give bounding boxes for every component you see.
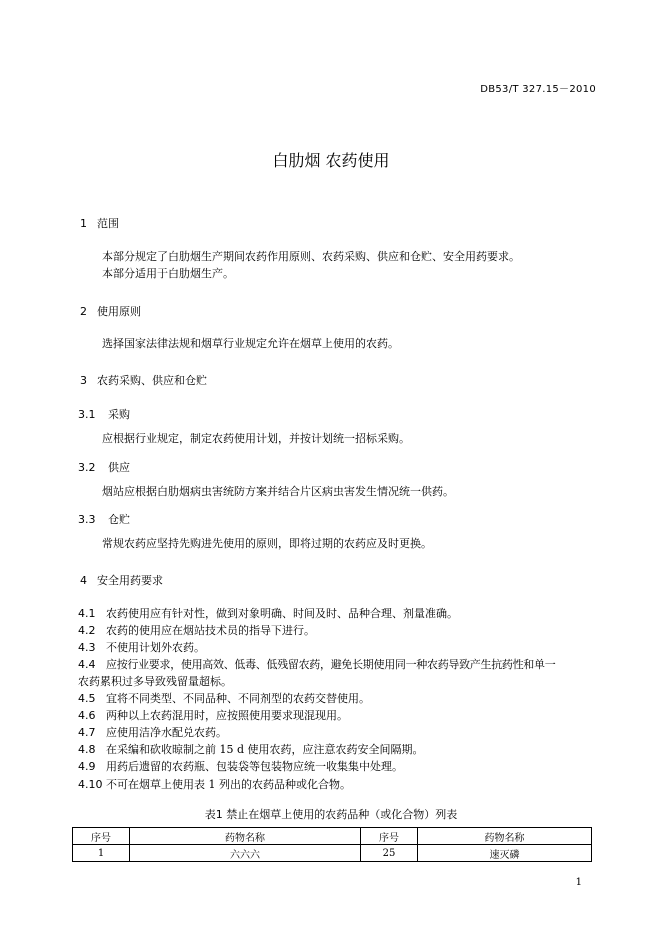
section-title: 范围 bbox=[97, 217, 119, 230]
section-number: 1 bbox=[80, 217, 87, 230]
subsection-3-1-text: 应根据行业规定，制定农药使用计划，并按计划统一招标采购。 bbox=[102, 432, 410, 445]
table-cell: 25 bbox=[361, 845, 418, 862]
header-cell: 序号 bbox=[361, 828, 418, 845]
item-number: 4.10 bbox=[78, 778, 103, 791]
section-2-para-1: 选择国家法律法规和烟草行业规定允许在烟草上使用的农药。 bbox=[102, 337, 399, 350]
item-number: 4.1 bbox=[78, 607, 96, 620]
requirement-item bbox=[78, 605, 458, 621]
section-title: 农药采购、供应和仓贮 bbox=[97, 374, 207, 387]
subsection-number: 3.2 bbox=[78, 461, 96, 474]
requirement-item bbox=[78, 707, 348, 723]
item-number: 4.3 bbox=[78, 641, 96, 654]
subsection-3-2-text: 烟站应根据白肋烟病虫害统防方案并结合片区病虫害发生情况统一供药。 bbox=[102, 485, 454, 498]
section-title: 安全用药要求 bbox=[97, 574, 163, 587]
table-row bbox=[73, 845, 592, 862]
item-text-continuation: 农药累积过多导致残留量超标。 bbox=[78, 675, 232, 688]
section-number: 2 bbox=[80, 305, 87, 318]
section-4-heading bbox=[80, 572, 163, 588]
section-3-heading bbox=[80, 372, 207, 388]
item-text: 宜将不同类型、不同品种、不同剂型的农药交替使用。 bbox=[106, 692, 370, 705]
section-number: 4 bbox=[80, 574, 87, 587]
requirement-item bbox=[78, 622, 315, 638]
section-number: 3 bbox=[80, 374, 87, 387]
section-2-heading bbox=[80, 303, 141, 319]
section-1-heading bbox=[80, 215, 119, 231]
standard-code: DB53/T 327.15－2010 bbox=[480, 84, 596, 95]
subsection-number: 3.3 bbox=[78, 513, 96, 526]
item-text: 不使用计划外农药。 bbox=[106, 641, 205, 654]
subsection-3-3-text: 常规农药应坚持先购进先使用的原则，即将过期的农药应及时更换。 bbox=[102, 537, 432, 550]
subsection-title: 采购 bbox=[108, 408, 130, 421]
subsection-title: 仓贮 bbox=[108, 513, 130, 526]
requirement-item bbox=[78, 656, 555, 672]
requirement-item bbox=[78, 639, 205, 655]
requirement-item bbox=[78, 724, 227, 740]
item-number: 4.7 bbox=[78, 726, 96, 739]
requirement-item bbox=[78, 776, 351, 792]
requirement-item bbox=[78, 741, 424, 757]
item-number: 4.5 bbox=[78, 692, 96, 705]
item-text: 两种以上农药混用时，应按照使用要求现混现用。 bbox=[106, 709, 348, 722]
header-cell: 药物名称 bbox=[130, 828, 361, 845]
section-1-para-2: 本部分适用于白肋烟生产。 bbox=[102, 267, 234, 280]
subsection-title: 供应 bbox=[108, 461, 130, 474]
table-cell: 六六六 bbox=[130, 845, 361, 862]
item-number: 4.9 bbox=[78, 760, 96, 773]
header-cell: 药物名称 bbox=[418, 828, 592, 845]
item-text: 用药后遗留的农药瓶、包装袋等包装物应统一收集集中处理。 bbox=[106, 760, 403, 773]
table-caption: 表1 禁止在烟草上使用的农药品种（或化合物）列表 bbox=[204, 808, 458, 821]
item-text: 不可在烟草上使用表 1 列出的农药品种或化合物。 bbox=[106, 778, 351, 791]
subsection-3-3-heading bbox=[78, 511, 130, 527]
item-text: 在采编和砍收晾制之前 15 d 使用农药，应注意农药安全间隔期。 bbox=[106, 743, 424, 756]
section-1-para-1: 本部分规定了白肋烟生产期间农药作用原则、农药采购、供应和仓贮、安全用药要求。 bbox=[102, 250, 520, 263]
table-header-row bbox=[73, 828, 592, 845]
subsection-3-1-heading bbox=[78, 406, 130, 422]
item-number: 4.4 bbox=[78, 658, 96, 671]
item-text: 农药使用应有针对性，做到对象明确、时间及时、品种合理、剂量准确。 bbox=[106, 607, 458, 620]
subsection-3-2-heading bbox=[78, 459, 130, 475]
item-number: 4.6 bbox=[78, 709, 96, 722]
requirement-item bbox=[78, 690, 370, 706]
section-title: 使用原则 bbox=[97, 305, 141, 318]
requirement-item bbox=[78, 758, 403, 774]
item-text: 应使用洁净水配兑农药。 bbox=[106, 726, 227, 739]
item-text: 农药的使用应在烟站技术员的指导下进行。 bbox=[106, 624, 315, 637]
item-number: 4.8 bbox=[78, 743, 96, 756]
banned-pesticides-table bbox=[72, 827, 592, 862]
header-cell: 序号 bbox=[73, 828, 130, 845]
subsection-number: 3.1 bbox=[78, 408, 96, 421]
item-number: 4.2 bbox=[78, 624, 96, 637]
item-text: 应按行业要求，使用高效、低毒、低残留农药，避免长期使用同一种农药导致产生抗药性和单一 bbox=[106, 658, 556, 671]
page-number: 1 bbox=[575, 877, 582, 888]
table-cell: 1 bbox=[73, 845, 130, 862]
document-title: 白肋烟 农药使用 bbox=[272, 151, 390, 170]
table-cell: 速灭磷 bbox=[418, 845, 592, 862]
